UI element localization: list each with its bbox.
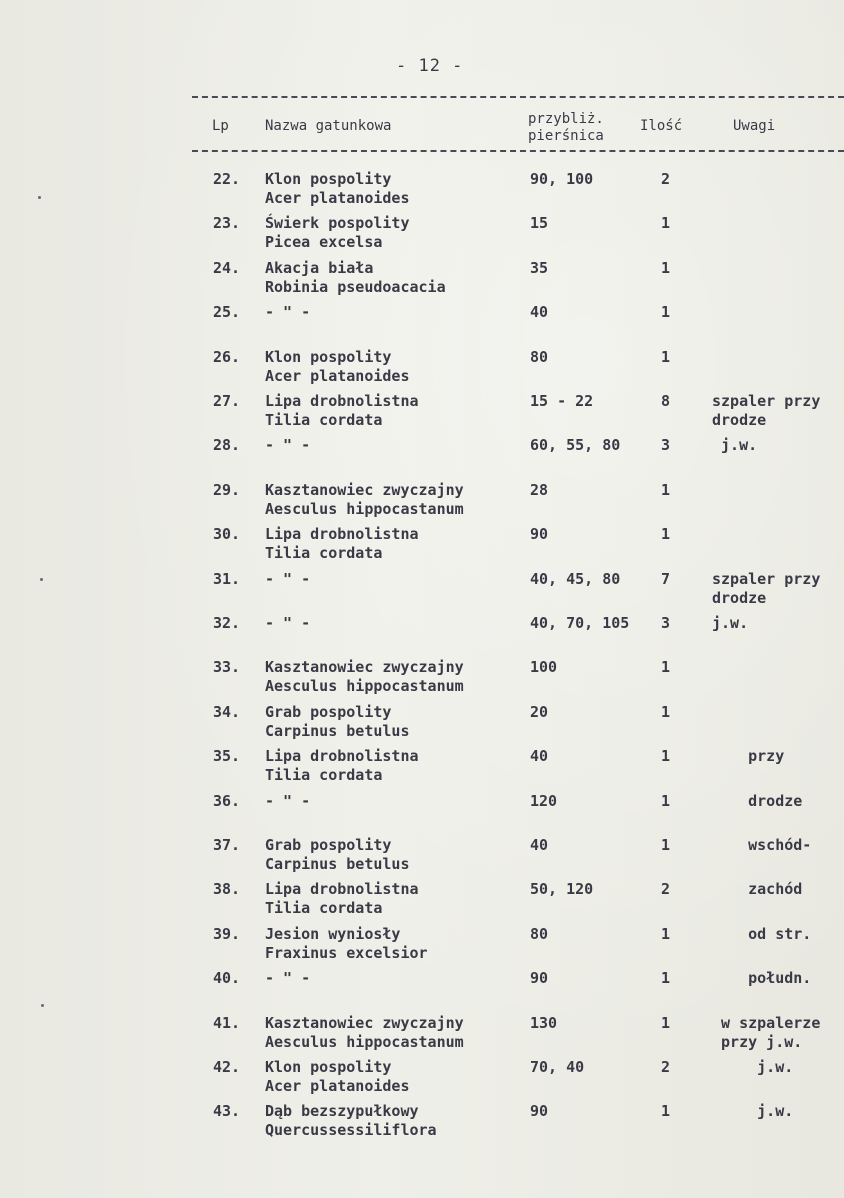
table-row — [0, 214, 844, 258]
species-common-name: Lipa drobnolistna — [265, 747, 419, 766]
row-number: 32. — [213, 614, 241, 632]
species-latin-name: Acer platanoides — [265, 1077, 410, 1095]
trunk-diameter: 40 — [530, 303, 549, 322]
notes-cell — [712, 880, 802, 899]
table-row — [0, 658, 844, 702]
tree-count: 1 — [661, 303, 671, 322]
column-header-diameter-line2: pierśnica — [528, 128, 604, 144]
species-name-cell — [265, 703, 410, 741]
tree-count: 1 — [661, 969, 671, 988]
note-line: połudn. — [712, 969, 812, 988]
species-latin-name: Quercussessiliflora — [265, 1121, 437, 1140]
notes-cell — [712, 570, 820, 608]
row-number: 33. — [213, 658, 241, 677]
species-common-name: Grab pospolity — [265, 702, 392, 721]
species-common-name: - " - — [265, 303, 311, 322]
species-name-cell — [265, 658, 464, 696]
tree-count: 1 — [661, 924, 671, 943]
trunk-diameter: 90 — [530, 525, 549, 544]
table-row — [0, 880, 844, 924]
notes-cell — [712, 614, 748, 633]
note-line: szpaler przy — [712, 569, 821, 588]
species-latin-name: Tilia cordata — [265, 411, 383, 429]
trunk-diameter: 130 — [530, 1013, 558, 1032]
tree-count: 1 — [661, 480, 671, 499]
species-name-cell — [265, 792, 310, 811]
table-row — [0, 303, 844, 347]
table-row — [0, 792, 844, 836]
notes-cell — [712, 836, 811, 855]
species-name-cell — [265, 436, 310, 455]
row-number: 42. — [213, 1058, 241, 1076]
species-common-name: - " - — [265, 436, 311, 455]
species-name-cell — [265, 1014, 464, 1052]
tree-count: 8 — [661, 392, 671, 410]
species-common-name: Klon pospolity — [265, 170, 392, 188]
trunk-diameter: 40, 45, 80 — [530, 569, 621, 588]
trunk-diameter: 15 — [530, 214, 549, 233]
notes-cell — [712, 925, 811, 944]
species-name-cell — [265, 1102, 437, 1140]
row-number: 38. — [213, 880, 241, 899]
tree-count: 1 — [661, 658, 671, 677]
page-number: - 12 - — [396, 56, 464, 76]
species-latin-name: Picea excelsa — [265, 233, 383, 252]
tree-count: 2 — [661, 880, 671, 899]
tree-count: 1 — [661, 836, 671, 854]
tree-count: 1 — [661, 791, 671, 810]
table-row — [0, 348, 844, 392]
species-common-name: Kasztanowiec zwyczajny — [265, 658, 464, 677]
row-number: 43. — [213, 1102, 241, 1121]
species-common-name: Świerk pospolity — [265, 214, 410, 233]
trunk-diameter: 70, 40 — [530, 1058, 585, 1076]
row-number: 24. — [213, 258, 241, 277]
table-row — [0, 392, 844, 436]
notes-cell — [712, 392, 820, 430]
species-common-name: Lipa drobnolistna — [265, 880, 419, 899]
species-name-cell — [265, 392, 419, 430]
trunk-diameter: 40 — [530, 747, 549, 766]
row-number: 35. — [213, 747, 241, 766]
column-header-name: Nazwa gatunkowa — [265, 118, 392, 134]
notes-cell — [712, 1014, 820, 1052]
note-line: od str. — [712, 924, 812, 943]
tree-count: 2 — [661, 1058, 671, 1076]
column-header-lp: Lp — [212, 118, 229, 134]
species-name-cell — [265, 481, 464, 519]
trunk-diameter: 90 — [530, 1102, 549, 1121]
row-number: 28. — [213, 436, 241, 455]
note-line: j.w. — [712, 614, 749, 632]
tree-count: 1 — [661, 747, 671, 766]
table-row — [0, 436, 844, 480]
species-name-cell — [265, 747, 419, 785]
tree-count: 3 — [661, 436, 671, 455]
note-line: drodze — [712, 588, 767, 607]
note-line: drodze — [712, 791, 803, 810]
note-line: j.w. — [712, 1058, 794, 1076]
trunk-diameter: 15 - 22 — [530, 392, 594, 410]
species-common-name: - " - — [265, 791, 311, 810]
tree-count: 1 — [661, 1013, 671, 1032]
notes-cell — [712, 436, 757, 455]
note-line: przy j.w. — [712, 1032, 803, 1051]
species-name-cell — [265, 170, 410, 208]
row-number: 27. — [213, 392, 241, 410]
note-line: j.w. — [712, 1102, 794, 1121]
species-common-name: - " - — [265, 614, 311, 632]
row-number: 30. — [213, 525, 241, 544]
species-name-cell — [265, 570, 310, 589]
table-row — [0, 170, 844, 214]
tree-count: 1 — [661, 1102, 671, 1121]
species-name-cell — [265, 214, 410, 252]
trunk-diameter: 28 — [530, 480, 549, 499]
row-number: 37. — [213, 836, 241, 854]
species-latin-name: Tilia cordata — [265, 544, 383, 563]
row-number: 26. — [213, 347, 241, 366]
note-line: j.w. — [712, 436, 758, 455]
tree-count: 3 — [661, 614, 671, 632]
tree-count: 1 — [661, 525, 671, 544]
row-number: 39. — [213, 924, 241, 943]
table-row — [0, 969, 844, 1013]
species-latin-name: Aesculus hippocastanum — [265, 499, 464, 518]
trunk-diameter: 100 — [530, 658, 558, 677]
trunk-diameter: 80 — [530, 924, 549, 943]
trunk-diameter: 40 — [530, 836, 549, 854]
species-name-cell — [265, 303, 310, 322]
trunk-diameter: 35 — [530, 258, 549, 277]
species-name-cell — [265, 525, 419, 563]
trunk-diameter: 40, 70, 105 — [530, 614, 630, 632]
note-line: zachód — [712, 880, 803, 899]
species-common-name: - " - — [265, 569, 311, 588]
species-common-name: Jesion wyniosły — [265, 924, 401, 943]
species-common-name: Lipa drobnolistna — [265, 392, 419, 410]
trunk-diameter: 60, 55, 80 — [530, 436, 621, 455]
note-line: wschód- — [712, 836, 812, 854]
row-number: 36. — [213, 791, 241, 810]
table-row — [0, 259, 844, 303]
trunk-diameter: 90 — [530, 969, 549, 988]
tree-count: 1 — [661, 702, 671, 721]
table-row — [0, 525, 844, 569]
table-row — [0, 836, 844, 880]
species-latin-name: Carpinus betulus — [265, 855, 410, 873]
table-row — [0, 1014, 844, 1058]
row-number: 41. — [213, 1013, 241, 1032]
column-header-diameter-line1: przybliż. — [528, 111, 604, 127]
table-row — [0, 747, 844, 791]
table-row — [0, 1058, 844, 1102]
table-row — [0, 570, 844, 614]
row-number: 31. — [213, 569, 241, 588]
column-header-notes: Uwagi — [733, 118, 776, 134]
species-common-name: Kasztanowiec zwyczajny — [265, 480, 464, 499]
species-name-cell — [265, 348, 410, 386]
note-line: w szpalerze — [712, 1013, 821, 1032]
species-common-name: Kasztanowiec zwyczajny — [265, 1013, 464, 1032]
species-name-cell — [265, 1058, 410, 1096]
trunk-diameter: 20 — [530, 702, 549, 721]
species-latin-name: Aesculus hippocastanum — [265, 677, 464, 696]
species-latin-name: Fraxinus excelsior — [265, 943, 428, 962]
species-name-cell — [265, 925, 428, 963]
tree-count: 1 — [661, 258, 671, 277]
note-line: szpaler przy — [712, 392, 821, 410]
species-latin-name: Aesculus hippocastanum — [265, 1032, 464, 1051]
tree-count: 2 — [661, 170, 671, 188]
note-line: przy — [712, 747, 785, 766]
species-name-cell — [265, 969, 310, 988]
species-name-cell — [265, 880, 419, 918]
notes-cell — [712, 1102, 793, 1121]
tree-count: 1 — [661, 214, 671, 233]
trunk-diameter: 90, 100 — [530, 170, 594, 188]
species-latin-name: Robinia pseudoacacia — [265, 277, 446, 296]
table-row — [0, 614, 844, 658]
trunk-diameter: 50, 120 — [530, 880, 594, 899]
row-number: 34. — [213, 702, 241, 721]
species-common-name: - " - — [265, 969, 311, 988]
notes-cell — [712, 792, 802, 811]
species-common-name: Grab pospolity — [265, 836, 392, 854]
table-row — [0, 925, 844, 969]
table-row — [0, 481, 844, 525]
row-number: 29. — [213, 480, 241, 499]
species-latin-name: Tilia cordata — [265, 899, 383, 918]
species-common-name: Akacja biała — [265, 258, 374, 277]
row-number: 22. — [213, 170, 241, 188]
notes-cell — [712, 969, 811, 988]
tree-count: 1 — [661, 347, 671, 366]
species-latin-name: Acer platanoides — [265, 366, 410, 385]
species-latin-name: Acer platanoides — [265, 189, 410, 207]
species-common-name: Klon pospolity — [265, 1058, 392, 1076]
species-name-cell — [265, 614, 310, 633]
species-name-cell — [265, 259, 446, 297]
row-number: 25. — [213, 303, 241, 322]
species-common-name: Lipa drobnolistna — [265, 525, 419, 544]
trunk-diameter: 120 — [530, 791, 558, 810]
species-common-name: Klon pospolity — [265, 347, 392, 366]
table-row — [0, 1102, 844, 1146]
species-latin-name: Tilia cordata — [265, 766, 383, 785]
note-line: drodze — [712, 411, 767, 429]
notes-cell — [712, 1058, 793, 1077]
row-number: 40. — [213, 969, 241, 988]
species-common-name: Dąb bezszypułkowy — [265, 1102, 419, 1121]
row-number: 23. — [213, 214, 241, 233]
species-name-cell — [265, 836, 410, 874]
table-row — [0, 703, 844, 747]
notes-cell — [712, 747, 784, 766]
column-header-quantity: Ilość — [640, 118, 683, 134]
trunk-diameter: 80 — [530, 347, 549, 366]
tree-count: 7 — [661, 569, 671, 588]
species-latin-name: Carpinus betulus — [265, 721, 410, 740]
